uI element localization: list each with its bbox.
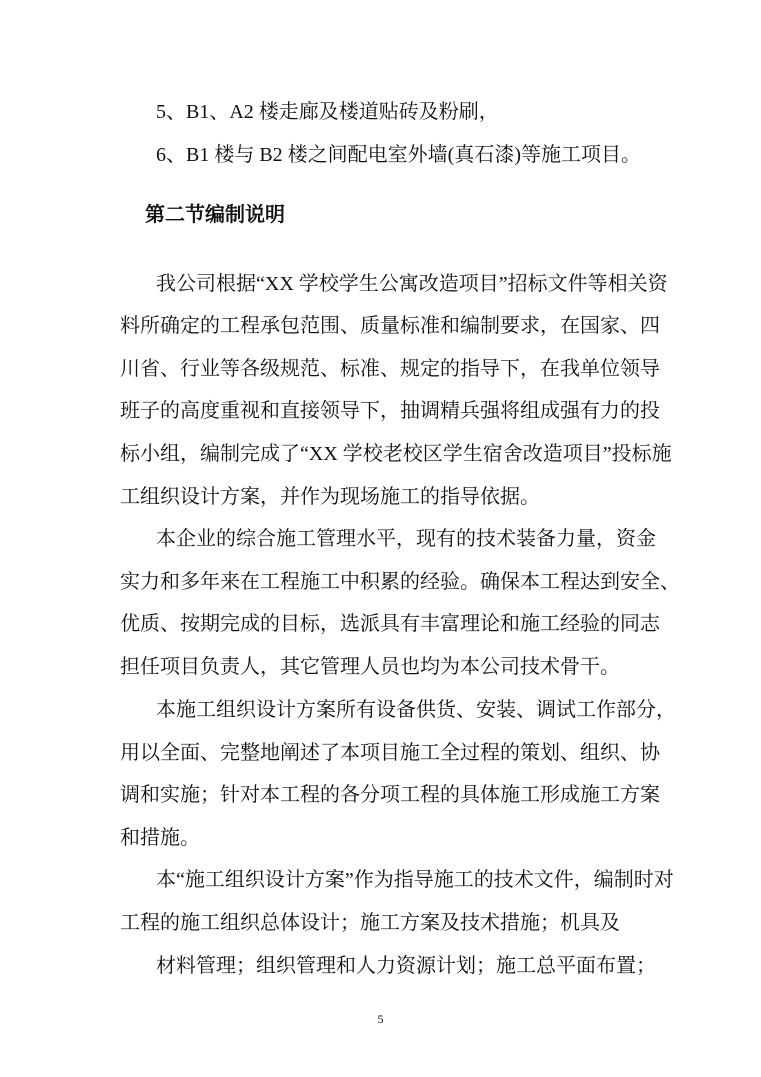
section-heading: 第二节编制说明 xyxy=(145,202,285,226)
paragraph-line: 川省、行业等各级规范、标准、规定的指导下，在我单位领导 xyxy=(120,358,660,380)
paragraph-line: 实力和多年来在工程施工中积累的经验。确保本工程达到安全、 xyxy=(120,571,680,593)
page-number: 5 xyxy=(377,1012,384,1026)
paragraph-line: 工组织设计方案，并作为现场施工的指导依据。 xyxy=(120,486,540,508)
list-item: 5、B1、A2 楼走廊及楼道贴砖及粉刷， xyxy=(156,101,499,123)
paragraph-line: 材料管理；组织管理和人力资源计划；施工总平面布置； xyxy=(156,955,656,977)
paragraph-line: 本“施工组织设计方案”作为指导施工的技术文件，编制时对 xyxy=(156,869,674,891)
list-item: 6、B1 楼与 B2 楼之间配电室外墙(真石漆)等施工项目。 xyxy=(156,144,641,166)
paragraph-line: 班子的高度重视和直接领导下，抽调精兵强将组成强有力的投 xyxy=(120,400,660,422)
paragraph-line: 担任项目负责人，其它管理人员也均为本公司技术骨干。 xyxy=(120,656,620,678)
paragraph-line: 我公司根据“XX 学校学生公寓改造项目”招标文件等相关资 xyxy=(156,273,668,295)
paragraph-line: 工程的施工组织总体设计；施工方案及技术措施；机具及 xyxy=(120,912,620,934)
paragraph-line: 料所确定的工程承包范围、质量标准和编制要求，在国家、四 xyxy=(120,315,660,337)
paragraph-line: 和措施。 xyxy=(120,827,200,849)
paragraph-line: 本企业的综合施工管理水平，现有的技术装备力量，资金 xyxy=(156,528,656,550)
paragraph-line: 用以全面、完整地阐述了本项目施工全过程的策划、组织、协 xyxy=(120,742,660,764)
paragraph-line: 优质、按期完成的目标，选派具有丰富理论和施工经验的同志 xyxy=(120,613,660,635)
paragraph-line: 本施工组织设计方案所有设备供货、安装、调试工作部分， xyxy=(156,699,676,721)
paragraph-line: 标小组，编制完成了“XX 学校老校区学生宿舍改造项目”投标施 xyxy=(120,443,672,465)
paragraph-line: 调和实施；针对本工程的各分项工程的具体施工形成施工方案 xyxy=(120,784,660,806)
